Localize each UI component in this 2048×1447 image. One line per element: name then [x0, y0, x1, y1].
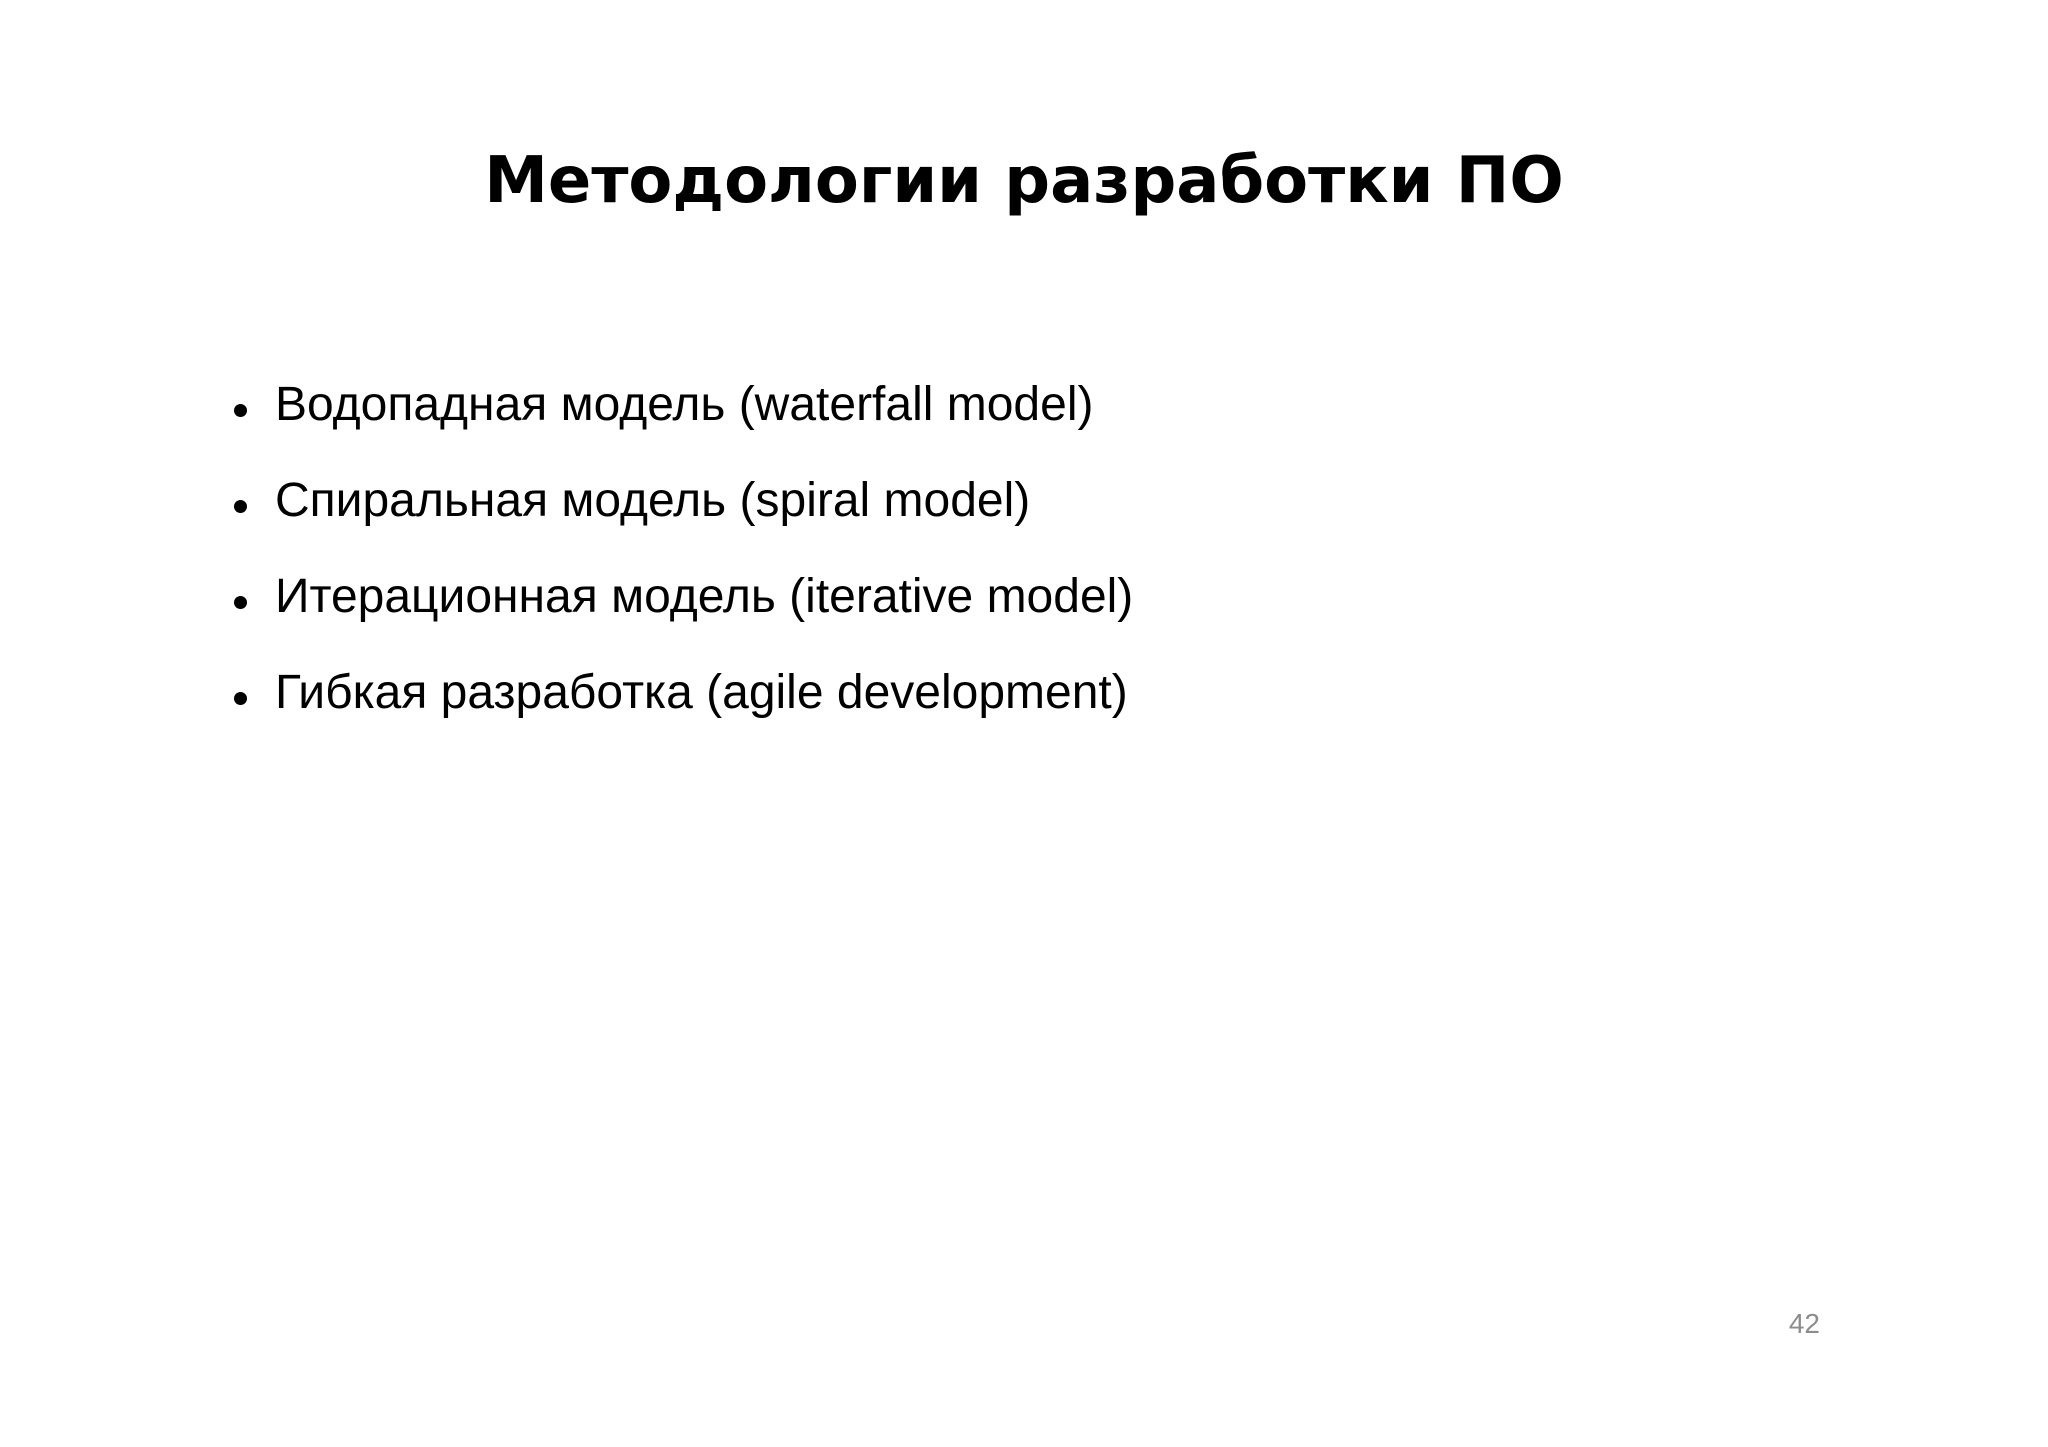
- bullet-item-spiral: [234, 453, 1133, 549]
- bullet-item-iterative: [234, 549, 1133, 645]
- slide-title: Методологии разработки ПО: [484, 144, 1564, 218]
- bullet-text: Водопадная модель (waterfall model): [275, 378, 1094, 431]
- bullet-item-waterfall: [234, 357, 1133, 453]
- bullet-item-agile: [234, 645, 1133, 741]
- bullet-dot-icon: [234, 500, 247, 513]
- bullet-list: [234, 357, 1133, 741]
- bullet-dot-icon: [234, 596, 247, 609]
- bullet-dot-icon: [234, 692, 247, 705]
- bullet-text: Гибкая разработка (agile development): [275, 666, 1128, 719]
- bullet-text: Итерационная модель (iterative model): [275, 570, 1134, 623]
- bullet-text: Спиральная модель (spiral model): [275, 474, 1031, 527]
- bullet-dot-icon: [234, 404, 247, 417]
- page-number: 42: [1788, 1308, 1820, 1339]
